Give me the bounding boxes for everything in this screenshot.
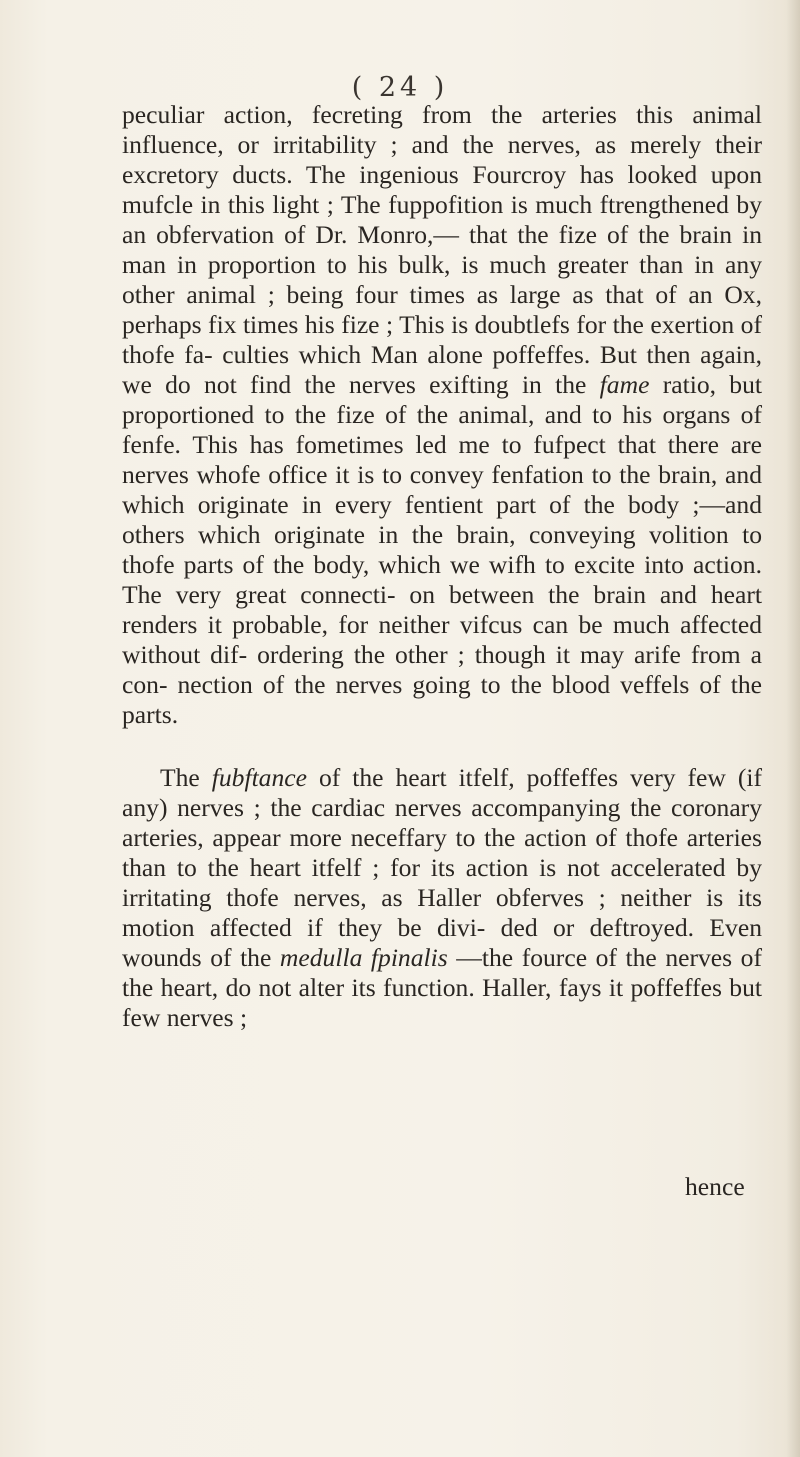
paragraph-1 xyxy=(122,100,762,730)
paragraph-2-italic-medulla: medulla fpinalis xyxy=(279,943,448,972)
paragraph-2-segment: —the fource of the nerves of the heart, do not alter its function. Haller, fays it poffeffes but few nerves ; xyxy=(122,943,762,1032)
paragraph-1-segment: peculiar action, fecreting from the arteries this animal influence, or irritability ; and the nerves, as merely their excretory ducts. The ingenious Fourcroy has looked upon mufcle in this light ; The fuppofition is much ftrengthened by an obfervation of Dr. Monro,— that the fize of the brain in man in proportion to his bulk, is much greater than in any other animal ; being four times as large as that of an Ox, perhaps fix times his fize ; This is doubtlefs for the exertion of thofe fa- culties which Man alone poffeffes. But then again, we do not find the nerves exifting in the xyxy=(122,100,762,399)
body-text xyxy=(122,100,762,1033)
page-number: ( 24 ) xyxy=(351,72,449,103)
page-edge-shadow xyxy=(786,0,800,1457)
paragraph-2 xyxy=(122,763,762,1033)
paragraph-2-segment: The xyxy=(160,763,212,792)
paragraph-2-italic-fubftance: fubftance xyxy=(211,763,307,792)
paragraph-2-segment: of the heart itfelf, poffeffes very few (if any) nerves ; the cardiac nerves accompanying the coronary arteries, appear more neceffary to the action of thofe arteries than to the heart itfelf ; for its action is not accelerated by irritating thofe nerves, as Haller obferves ; neither is its motion affected if they be divi- ded or deftroyed. Even wounds of the xyxy=(122,763,762,972)
catchword: hence xyxy=(685,1172,745,1201)
paragraph-1-italic-fame: fame xyxy=(599,370,650,399)
paragraph-1-segment: ratio, but proportioned to the fize of the animal, and to his organs of fenfe. This has fometimes led me to fufpect that there are nerves whofe office it is to convey fenfation to the brain, and which originate in every fentient part of the body ;—and others which originate in the brain, conveying volition to thofe parts of the body, which we wifh to excite into action. The very great connecti- on between the brain and heart renders it probable, for neither vifcus can be much affected without dif- ordering the other ; though it may arife from a con- nection of the nerves going to the blood veffels of the parts. xyxy=(122,370,762,729)
